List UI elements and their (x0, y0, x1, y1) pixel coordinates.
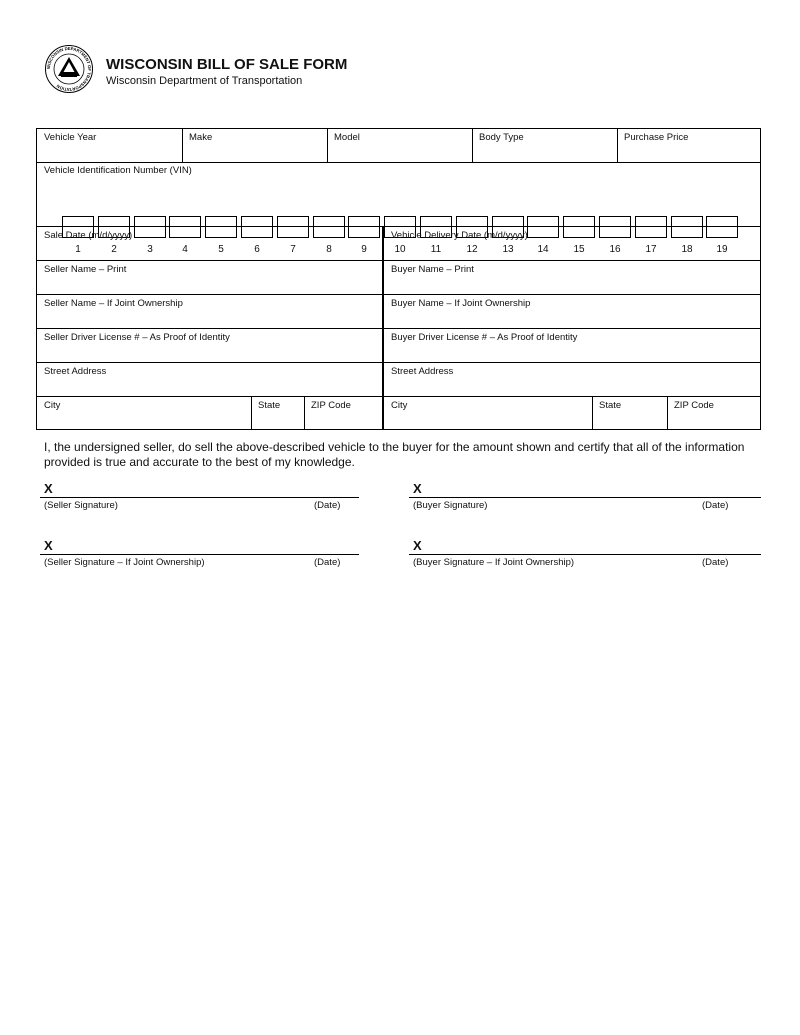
buyer-license-label: Buyer Driver License # – As Proof of Identity (391, 332, 578, 343)
form-header (40, 44, 460, 100)
seller-license-field[interactable] (37, 329, 383, 362)
page-title: WISCONSIN BILL OF SALE FORM (106, 56, 348, 73)
buyer-state-field[interactable] (592, 397, 667, 429)
buyer-name-joint-label: Buyer Name – If Joint Ownership (391, 298, 531, 309)
vehicle-year-field[interactable] (37, 129, 182, 162)
vin-position-number: 10 (394, 244, 406, 255)
page-subtitle: Wisconsin Department of Transportation (106, 75, 303, 87)
vin-position-number: 19 (716, 244, 728, 255)
certification-statement: I, the undersigned seller, do sell the above-described vehicle to the buyer for the amount shown and certify that all of the information provided is true and accurate to the best of my knowledge. (44, 440, 745, 469)
seller-state-label: State (258, 400, 281, 411)
seller-signature-line[interactable] (40, 481, 360, 521)
make-label: Make (189, 132, 213, 143)
buyer-name-label: Buyer Name – Print (391, 264, 474, 275)
vin-position-number: 15 (573, 244, 585, 255)
vin-position-number: 16 (609, 244, 621, 255)
buyer-license-field[interactable] (384, 329, 760, 362)
vin-position-number: 11 (430, 244, 442, 255)
signature-x-mark: X (413, 481, 422, 496)
signature-x-mark: X (413, 538, 422, 553)
svg-text:WISCONSIN DEPARTMENT OF TRANSP: WISCONSIN DEPARTMENT OF TRANSPORTATION (45, 45, 93, 93)
model-label: Model (334, 132, 360, 143)
seller-city-field[interactable] (37, 397, 251, 429)
seller-zip-label: ZIP Code (311, 400, 351, 411)
vin-position-number: 7 (290, 244, 296, 255)
make-field[interactable] (182, 129, 327, 162)
seller-zip-field[interactable] (304, 397, 383, 429)
buyer-signature-caption: (Buyer Signature) (413, 500, 488, 511)
seller-name-label: Seller Name – Print (44, 264, 127, 275)
delivery-date-field[interactable] (384, 227, 760, 260)
buyer-street-label: Street Address (391, 366, 454, 377)
seller-joint-signature-caption: (Seller Signature – If Joint Ownership) (44, 557, 205, 568)
vin-position-number: 3 (147, 244, 153, 255)
bill-of-sale-form (36, 128, 761, 430)
seller-name-field[interactable] (37, 261, 383, 294)
buyer-joint-date-caption: (Date) (702, 557, 729, 568)
vin-position-number: 18 (681, 244, 693, 255)
buyer-street-field[interactable] (384, 363, 760, 396)
vin-position-number: 13 (502, 244, 514, 255)
delivery-date-label: Vehicle Delivery Date (m/d/yyyy) (391, 230, 528, 241)
signature-x-mark: X (44, 538, 53, 553)
buyer-signature-line[interactable] (409, 481, 761, 521)
vin-position-number: 6 (254, 244, 260, 255)
buyer-zip-field[interactable] (667, 397, 760, 429)
buyer-city-field[interactable] (384, 397, 592, 429)
vin-position-number: 2 (111, 244, 117, 255)
buyer-name-field[interactable] (384, 261, 760, 294)
buyer-joint-signature-caption: (Buyer Signature – If Joint Ownership) (413, 557, 575, 568)
seller-state-field[interactable] (251, 397, 304, 429)
wisdot-seal-logo (44, 44, 94, 94)
vin-position-number: 8 (326, 244, 332, 255)
buyer-zip-label: ZIP Code (674, 400, 714, 411)
seller-city-label: City (44, 400, 61, 411)
body-type-field[interactable] (472, 129, 617, 162)
seller-joint-signature-line[interactable] (40, 538, 360, 578)
signature-x-mark: X (44, 481, 53, 496)
seller-license-label: Seller Driver License # – As Proof of Identity (44, 332, 230, 343)
vin-position-number: 5 (218, 244, 224, 255)
vin-position-number: 9 (361, 244, 367, 255)
seller-street-field[interactable] (37, 363, 383, 396)
vin-label: Vehicle Identification Number (VIN) (44, 165, 192, 176)
vin-position-number: 14 (537, 244, 549, 255)
seller-date-caption: (Date) (314, 500, 341, 511)
body-type-label: Body Type (479, 132, 524, 143)
vin-position-number: 4 (182, 244, 188, 255)
purchase-price-label: Purchase Price (624, 132, 689, 143)
seller-joint-date-caption: (Date) (314, 557, 341, 568)
vehicle-year-label: Vehicle Year (44, 132, 97, 143)
model-field[interactable] (327, 129, 472, 162)
buyer-city-label: City (391, 400, 408, 411)
buyer-date-caption: (Date) (702, 500, 729, 511)
buyer-state-label: State (599, 400, 622, 411)
vin-position-number: 1 (75, 244, 81, 255)
sale-date-field[interactable] (37, 227, 383, 260)
seller-name-joint-field[interactable] (37, 295, 383, 328)
sale-date-label: Sale Date (m/d/yyyy) (44, 230, 133, 241)
buyer-joint-signature-line[interactable] (409, 538, 761, 578)
vin-position-number: 17 (645, 244, 657, 255)
seller-street-label: Street Address (44, 366, 107, 377)
seller-signature-caption: (Seller Signature) (44, 500, 118, 511)
purchase-price-field[interactable] (617, 129, 760, 162)
buyer-name-joint-field[interactable] (384, 295, 760, 328)
seller-name-joint-label: Seller Name – If Joint Ownership (44, 298, 183, 309)
vin-position-number: 12 (466, 244, 478, 255)
